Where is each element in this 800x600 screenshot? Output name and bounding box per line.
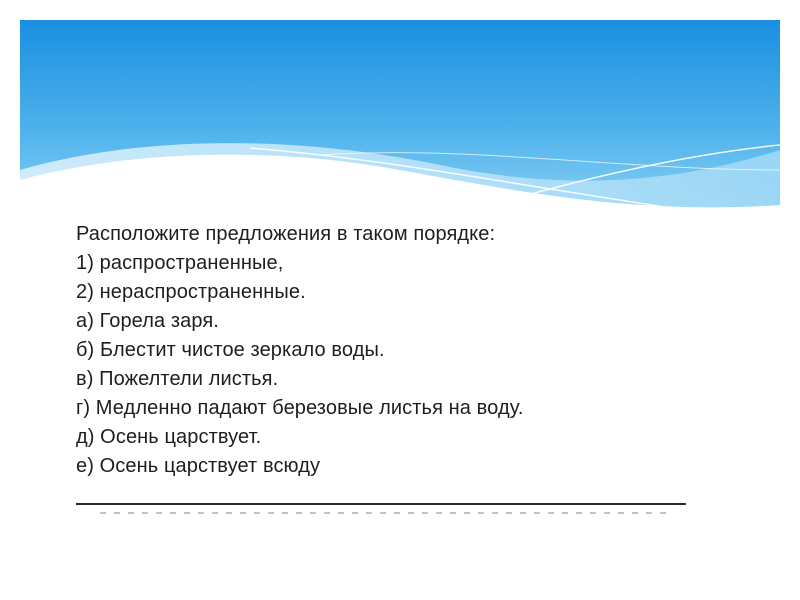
sentence-g: г) Медленно падают березовые листья на воду. — [76, 397, 524, 419]
category-1: 1) распространенные, — [76, 252, 284, 274]
task-text-block — [76, 220, 696, 481]
sentence-d: д) Осень царствует. — [76, 426, 262, 448]
category-2: 2) нераспространенные. — [76, 281, 306, 303]
header-wave-banner — [20, 20, 780, 220]
sentence-v: в) Пожелтели листья. — [76, 368, 279, 390]
sentence-e: е) Осень царствует всюду — [76, 455, 321, 477]
task-instruction: Расположите предложения в таком порядке: — [76, 223, 496, 245]
underline-rule — [76, 503, 686, 505]
sentence-a: а) Горела заря. — [76, 310, 219, 332]
cropped-text-remnant — [100, 512, 670, 514]
sentence-b: б) Блестит чистое зеркало воды. — [76, 339, 385, 361]
